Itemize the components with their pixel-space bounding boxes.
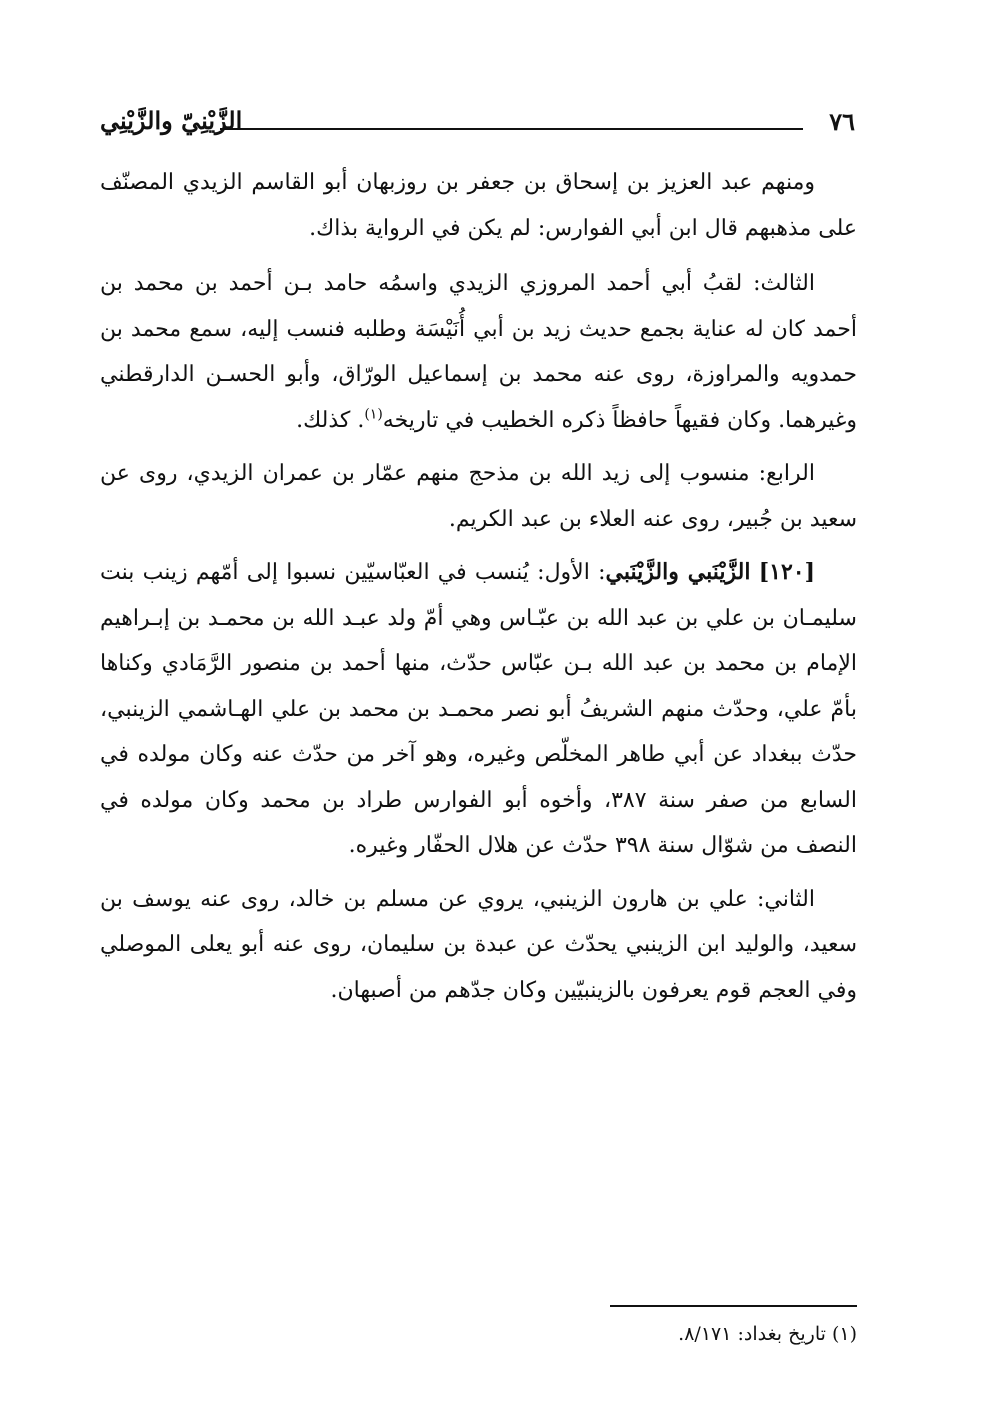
footnote-marker: (١)	[364, 406, 383, 423]
paragraph-text: : الأول: يُنسب في العبّاسيّين نسبوا إلى أمّهم زينب بنت سليمـان بن علي بن عبد الله بن عبّـاس وهي أمّ ولد عبـد الله بن محمـد بن إبـراهيم الإمام بن محمد بن عبد الله بـن عبّاس حدّث، منها أحمد بن منصور الرَّمَادي وكناها بأمّ علي، وحدّث منهم الشريفُ أبو نصر محمـد بن محمد بن علي الهـاشمي الزينبي، حدّث ببغداد عن أبي طاهر المخلّص وغيره، وهو آخر من حدّث عنه وكان مولده في السابع من صفر سنة ٣٨٧، وأخوه أبو الفوارس طراد بن محمد وكان مولده في النصف من شوّال سنة ٣٩٨ حدّث عن هلال الحفّار وغيره.	[100, 560, 858, 858]
entry-heading: الزَّيْنَبي والزَّيْنَبي	[605, 559, 751, 585]
running-title: الزَّيْنِيّ والزَّيْنِي	[100, 106, 243, 135]
paragraph-tail: . كذلك.	[296, 407, 365, 433]
page-number: ٧٦	[829, 107, 855, 136]
page-header	[100, 104, 855, 144]
paragraph-text: ومنهم عبد العزيز بن إسحاق بن جعفر بن روزبهان أبو القاسم الزيدي المصنّف على مذهبهم قال ابن أبي الفوارس: لم يكن في الرواية بذاك.	[100, 170, 857, 241]
paragraph-text: الثالث: لقبُ أبي أحمد المروزي الزيدي واسمُه حامد بـن أحمد بن محمد بن أحمد كان له عناية بجمع حديث زيد بن أبي أُنَيْسَة وطلبه فنسب إليه، سمع محمد بن حمدويه والمراوزة، روى عنه محمد بن إسماعيل الورّاق، وأبو الحسـن الدارقطني وغيرهما. وكان فقيهاً حافظاً ذكره الخطيب في تاريخه	[100, 271, 857, 433]
entry-number: [١٢٠]	[758, 559, 816, 585]
paragraph	[100, 160, 857, 251]
paragraph	[100, 261, 857, 443]
paragraph-text: الرابع: منسوب إلى زيد الله بن مذحج منهم عمّار بن عمران الزيدي، روى عن سعيد بن جُبير، روى عنه العلاء بن عبد الكريم.	[100, 461, 857, 532]
footnote	[560, 1320, 857, 1348]
paragraph	[100, 877, 857, 1014]
footnote-rule	[610, 1305, 857, 1307]
paragraph-text: الثاني: علي بن هارون الزينبي، يروي عن مسلم بن خالد، روى عنه يوسف بن سعيد، والوليد ابن الزينبي يحدّث عن عبدة بن سليمان، روى عنه أبو يعلى الموصلي وفي العجم قوم يعرفون بالزينبيّين وكان جدّهم من أصبهان.	[100, 886, 857, 1003]
footnote-text: (١) تاريخ بغداد: ٨/١٧١.	[678, 1323, 857, 1345]
body-text	[100, 160, 857, 1021]
entry-paragraph	[100, 550, 857, 869]
paragraph	[100, 451, 857, 542]
header-rule	[220, 128, 803, 130]
